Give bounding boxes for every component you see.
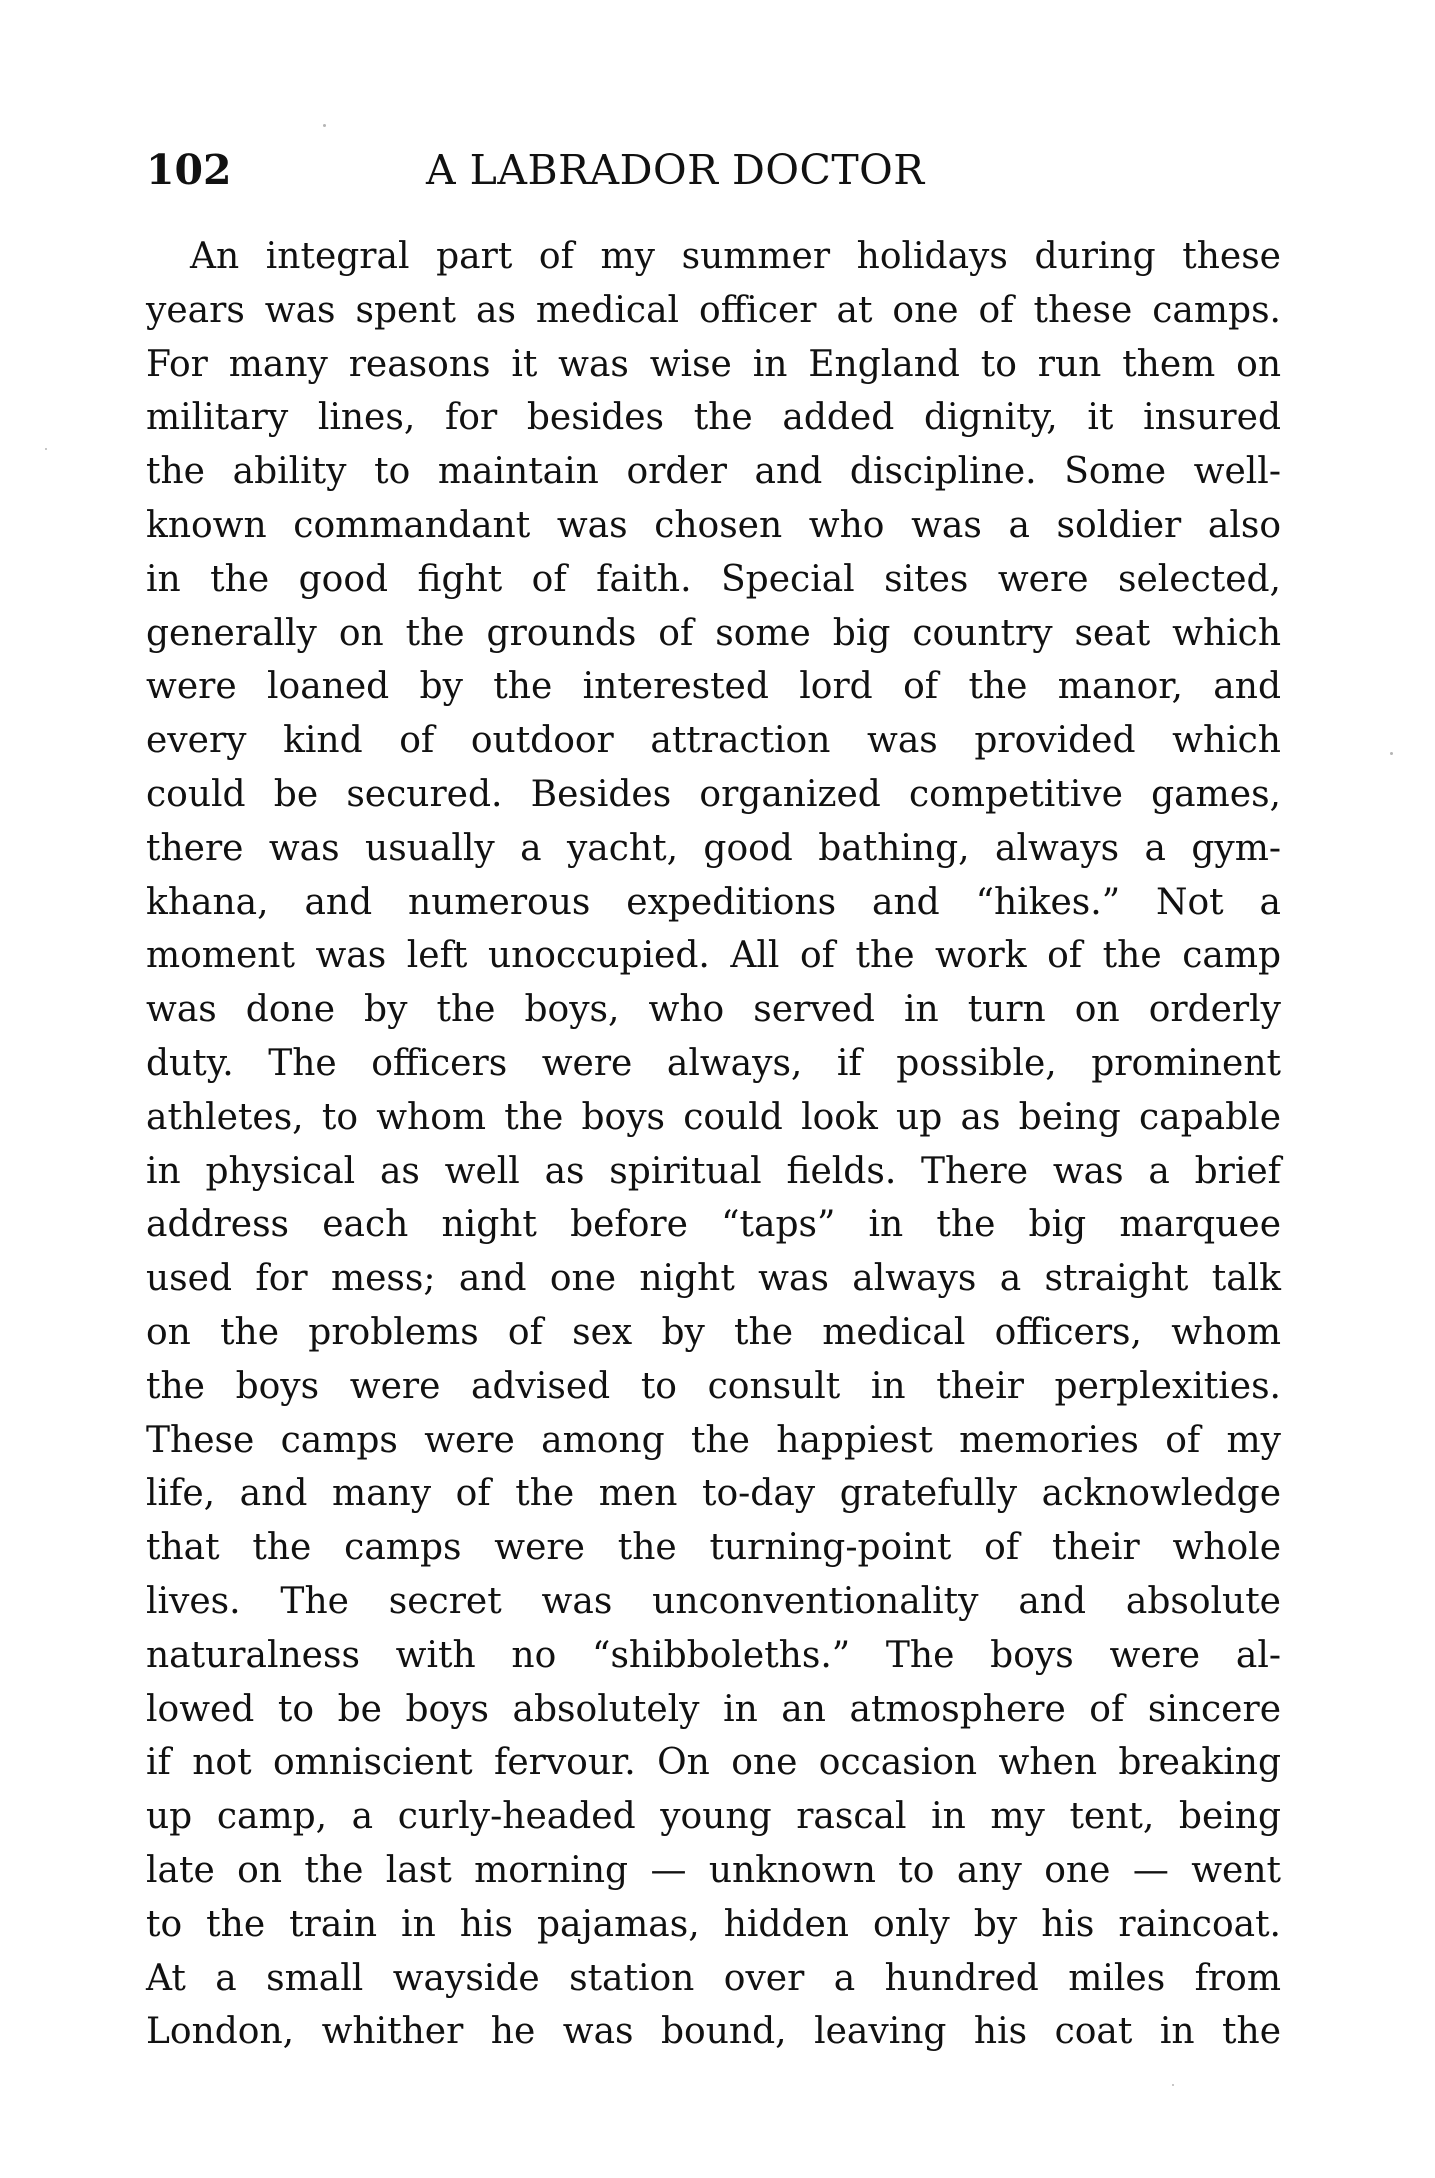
scan-speck (1390, 752, 1393, 755)
text-line: lives. The secret was unconventionality and absolute (146, 1580, 1281, 1622)
text-line: These camps were among the happiest memories of my (146, 1419, 1281, 1461)
text-line: years was spent as medical officer at one of these camps. (146, 289, 1281, 331)
text-line: every kind of outdoor attraction was provided which (146, 720, 1281, 762)
page-number: 102 (146, 146, 232, 194)
text-line: were loaned by the interested lord of the manor, and (146, 666, 1281, 708)
text-line: was done by the boys, who served in turn on orderly (146, 989, 1281, 1031)
text-line: duty. The officers were always, if possible, prominent (146, 1042, 1281, 1084)
scan-speck (45, 448, 47, 450)
text-line: the boys were advised to consult in their perplexities. (146, 1365, 1281, 1407)
text-line: that the camps were the turning-point of their whole (146, 1527, 1281, 1569)
text-line: military lines, for besides the added dignity, it insured (146, 397, 1281, 439)
text-line: up camp, a curly-headed young rascal in my tent, being (146, 1796, 1281, 1838)
text-line: generally on the grounds of some big country seat which (146, 612, 1281, 654)
text-line: naturalness with no “shibboleths.” The boys were al- (146, 1634, 1281, 1676)
scan-speck (323, 124, 326, 127)
text-line: For many reasons it was wise in England to run them on (146, 343, 1281, 385)
text-line: An integral part of my summer holidays during these (190, 236, 1281, 277)
text-line: khana, and numerous expeditions and “hikes.” Not a (146, 881, 1281, 923)
text-line: if not omniscient fervour. On one occasion when breaking (146, 1742, 1281, 1784)
scan-speck (1172, 2084, 1174, 2086)
text-line: life, and many of the men to-day gratefully acknowledge (146, 1473, 1281, 1515)
text-line: address each night before “taps” in the big marquee (146, 1204, 1281, 1246)
text-line: could be secured. Besides organized competitive games, (146, 773, 1281, 815)
text-line: late on the last morning — unknown to any one — went (146, 1849, 1281, 1891)
text-line: athletes, to whom the boys could look up as being capable (146, 1096, 1281, 1138)
body-paragraph (146, 230, 1281, 2059)
text-line: moment was left unoccupied. All of the work of the camp (146, 935, 1281, 977)
text-line: lowed to be boys absolutely in an atmosphere of sincere (146, 1688, 1281, 1730)
text-line: in the good fight of faith. Special sites were selected, (146, 558, 1281, 600)
text-line: in physical as well as spiritual fields. There was a brief (146, 1150, 1281, 1192)
running-title: A LABRADOR DOCTOR (426, 146, 925, 194)
text-line: the ability to maintain order and discipline. Some well- (146, 451, 1281, 493)
text-line: At a small wayside station over a hundred miles from (146, 1957, 1281, 1999)
text-line: London, whither he was bound, leaving his coat in the (146, 2011, 1281, 2053)
page-header (146, 140, 1281, 200)
text-line: known commandant was chosen who was a soldier also (146, 504, 1281, 546)
text-line: to the train in his pajamas, hidden only by his raincoat. (146, 1903, 1281, 1945)
text-line: there was usually a yacht, good bathing, always a gym- (146, 827, 1281, 869)
text-line: on the problems of sex by the medical officers, whom (146, 1311, 1281, 1353)
text-line: used for mess; and one night was always a straight talk (146, 1258, 1281, 1300)
